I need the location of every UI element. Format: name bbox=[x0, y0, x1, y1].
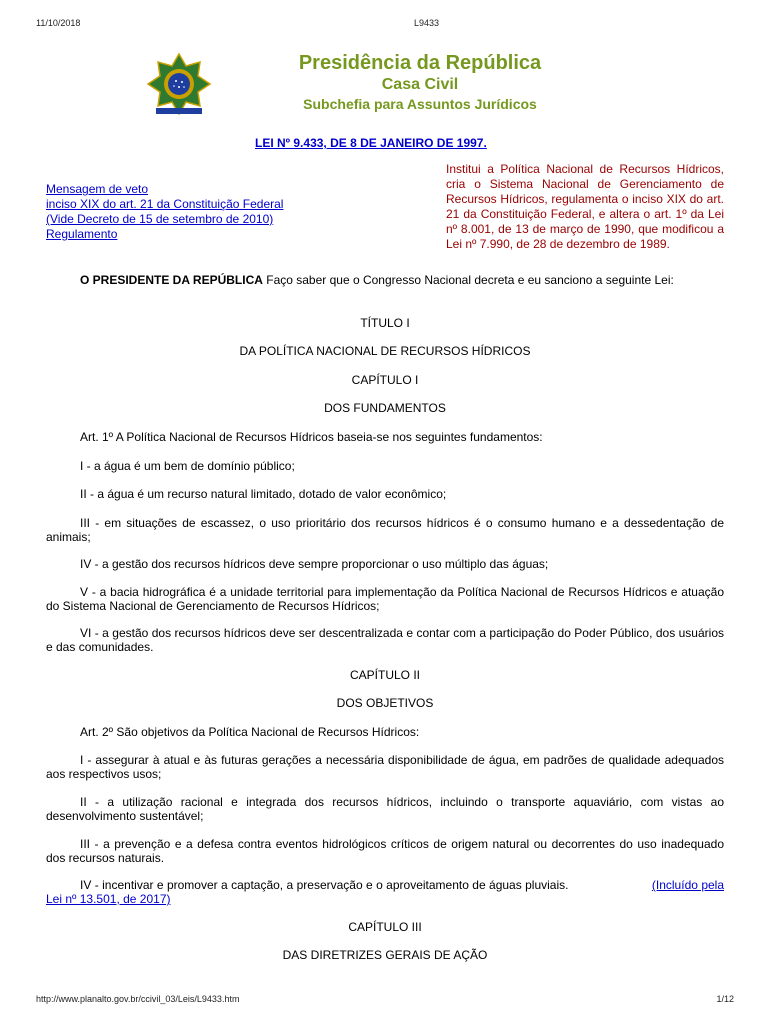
law-summary: Institui a Política Nacional de Recursos Hídricos, cria o Sistema Nacional de Gerenciamento de Recursos Hídricos, regulamenta o inciso XIX do art. 21 da Constituição Federal, e altera o art. 1º da Lei nº 8.001, de 13 de março de 1990, que modificou a Lei nº 7.990, de 28 de dezembro de 1989. bbox=[446, 162, 724, 251]
article-1-item: I - a água é um bem de domínio público; bbox=[80, 459, 295, 473]
article-2: Art. 2º São objetivos da Política Nacional de Recursos Hídricos: bbox=[80, 725, 420, 739]
title-heading: TÍTULO I bbox=[360, 316, 410, 330]
article-1-item: III - em situações de escassez, o uso prioritário dos recursos hídricos é o consumo humano e a dessedentação de animais; bbox=[46, 516, 724, 544]
chapter-3-heading: CAPÍTULO III bbox=[348, 920, 422, 934]
decree-link[interactable]: (Vide Decreto de 15 de setembro de 2010) bbox=[46, 212, 274, 226]
print-date: 11/10/2018 bbox=[36, 18, 81, 28]
regulation-link[interactable]: Regulamento bbox=[46, 227, 118, 241]
coat-of-arms-icon bbox=[146, 52, 212, 118]
chapter-2-heading: CAPÍTULO II bbox=[349, 668, 420, 682]
veto-message-link[interactable]: Mensagem de veto bbox=[46, 182, 149, 196]
constitution-link[interactable]: inciso XIX do art. 21 da Constituição Federal bbox=[46, 197, 284, 211]
print-title: L9433 bbox=[414, 18, 440, 28]
chapter-1-heading: CAPÍTULO I bbox=[351, 373, 419, 387]
amendment-link[interactable]: (Incluído pela Lei nº 13.501, de 2017) bbox=[46, 878, 724, 906]
chapter-2-name: DOS OBJETIVOS bbox=[336, 696, 434, 710]
article-2-item: I - assegurar à atual e às futuras gerações a necessária disponibilidade de água, em padrões de qualidade adequados aos respectivos usos; bbox=[46, 753, 724, 781]
article-2-item-iv-text: IV - incentivar e promover a captação, a preservação e o aproveitamento de águas pluviais. bbox=[80, 878, 569, 892]
article-2-item: III - a prevenção e a defesa contra eventos hidrológicos críticos de origem natural ou decorrentes do uso inadequado dos recursos naturais. bbox=[46, 837, 724, 865]
side-links bbox=[46, 182, 283, 242]
title-name: DA POLÍTICA NACIONAL DE RECURSOS HÍDRICOS bbox=[239, 344, 531, 358]
article-1-item: VI - a gestão dos recursos hídricos deve ser descentralizada e contar com a participação do Poder Público, dos usuários e das comunidades. bbox=[46, 626, 724, 654]
preamble bbox=[46, 273, 724, 287]
article-1-item: V - a bacia hidrográfica é a unidade territorial para implementação da Política Nacional de Recursos Hídricos e atuação do Sistema Nacional de Gerenciamento de Recursos Hídricos; bbox=[46, 585, 724, 613]
article-1-item: II - a água é um recurso natural limitado, dotado de valor econômico; bbox=[80, 487, 447, 501]
masthead-subchefia: Subchefia para Assuntos Jurídicos bbox=[303, 96, 537, 112]
chapter-3-name: DAS DIRETRIZES GERAIS DE AÇÃO bbox=[282, 948, 488, 962]
page-number: 1/12 bbox=[716, 994, 734, 1004]
article-1: Art. 1º A Política Nacional de Recursos Hídricos baseia-se nos seguintes fundamentos: bbox=[80, 430, 543, 444]
preamble-rest: Faço saber que o Congresso Nacional decreta e eu sanciono a seguinte Lei: bbox=[262, 273, 674, 287]
masthead-presidency: Presidência da República bbox=[298, 52, 542, 74]
chapter-1-name: DOS FUNDAMENTOS bbox=[324, 401, 446, 415]
preamble-bold: O PRESIDENTE DA REPÚBLICA bbox=[80, 273, 263, 287]
masthead-casa-civil: Casa Civil bbox=[381, 76, 459, 93]
print-url: http://www.planalto.gov.br/ccivil_03/Leis/L9433.htm bbox=[36, 994, 240, 1004]
law-title-link[interactable]: LEI Nº 9.433, DE 8 DE JANEIRO DE 1997. bbox=[255, 136, 487, 150]
article-2-item-iv bbox=[46, 878, 724, 906]
article-1-item: IV - a gestão dos recursos hídricos deve sempre proporcionar o uso múltiplo das águas; bbox=[80, 557, 549, 571]
article-2-item: II - a utilização racional e integrada dos recursos hídricos, incluindo o transporte aquaviário, com vistas ao desenvolvimento sustentável; bbox=[46, 795, 724, 823]
